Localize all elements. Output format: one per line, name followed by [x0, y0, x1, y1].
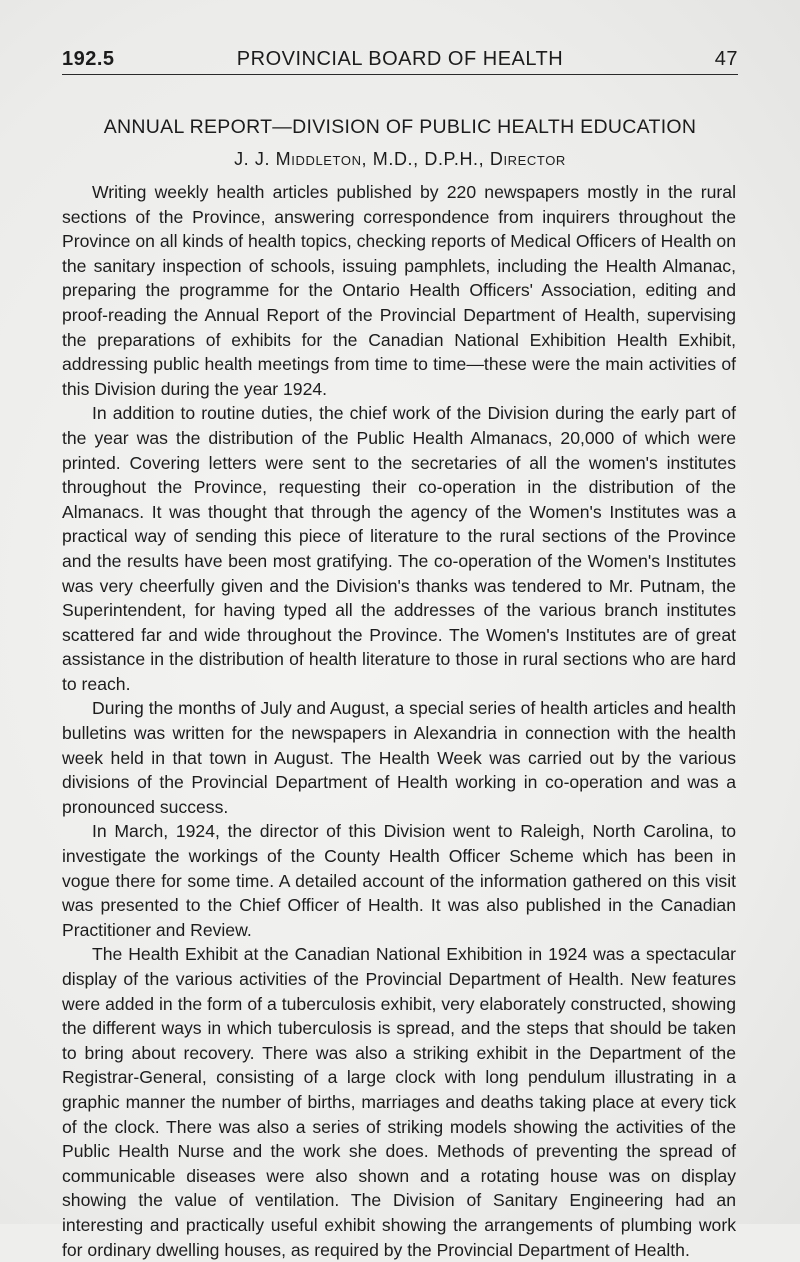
header-year: 19⁠2.5 [62, 48, 115, 70]
page-number: 47 [714, 48, 738, 70]
report-byline: J. J. Middleton, M.D., D.P.H., Director [234, 149, 566, 169]
header-title: PROVINCIAL BOARD OF HEALTH [236, 48, 564, 70]
report-body [62, 180, 736, 1262]
paragraph-health-exhibit: The Health Exhibit at the Canadian National Exhibition in 1924 was a spectacular display of the various activities of the Provincial Department of Health. New features were added in the form of a tuberculosis exhibit, very elaborately constructed, showing the different ways in which tuberculosis is spread, and the steps that should be taken to bring about recovery. There was also a striking exhibit in the Department of the Registrar-General, consisting of a large clock with long pendulum illustrating in a graphic manner the number of births, marriages and deaths taking place at every tick of the clock. There was also a series of striking models showing the activities of the Public Health Nurse and the work she does. Methods of preventing the spread of communicable diseases were also shown and a rotating house was on display showing the value of ventilation. The Division of Sanitary Engineering had an interesting and practically useful exhibit showing the arrangements of plumbing work for ordinary dwelling houses, as required by the Provincial Department of Health. [62, 944, 736, 1260]
paragraph-health-week: During the months of July and August, a special series of health articles and health bulletins was written for the newspapers in Alexandria in connection with the health week held in that town in August. The Health Week was carried out by the various divisions of the Provincial Department of Health working in co-operation and was a pronounced success. [62, 698, 736, 817]
paragraph-raleigh-visit: In March, 1924, the director of this Division went to Raleigh, North Carolina, to investigate the workings of the County Health Officer Scheme which has been in vogue there for some time. A detailed account of the information gathered on this visit was presented to the Chief Officer of Health. It was also published in the Canadian Practitioner and Review. [62, 821, 736, 940]
paragraph-almanacs: In addition to routine duties, the chief work of the Division during the early part of the year was the distribution of the Public Health Almanacs, 20,000 of which were printed. Covering letters were sent to the secretaries of all the women's institutes throughout the Province, requesting their co-operation in the distribution of the Almanacs. It was thought that through the agency of the Women's Institutes was a practical way of sending this piece of literature to the rural sections of the Province and the results have been most gratifying. The co-operation of the Women's Institutes was very cheerfully given and the Division's thanks was tendered to Mr. Putnam, the Superintendent, for having typed all the addresses of the various branch institutes scattered far and wide throughout the Province. The Women's Institutes are of great assistance in the distribution of health literature to those in rural sections who are hard to reach. [62, 403, 736, 694]
report-heading: ANNUAL REPORT—DIVISION OF PUBLIC HEALTH EDUCATION [103, 116, 697, 138]
paragraph-activities: Writing weekly health articles published by 220 newspapers mostly in the rural sections of the Province, answering correspondence from inquirers throughout the Province on all kinds of health topics, checking reports of Medical Officers of Health on the sanitary inspection of schools, issuing pamphlets, including the Health Almanac, preparing the programme for the Ontario Health Officers' Association, editing and proof-reading the Annual Report of the Provincial Department of Health, supervising the preparations of exhibits for the Canadian National Exhibition Health Exhibit, addressing public health meetings from time to time—these were the main activities of this Division during the year 1924. [62, 182, 736, 399]
running-header [62, 48, 738, 75]
